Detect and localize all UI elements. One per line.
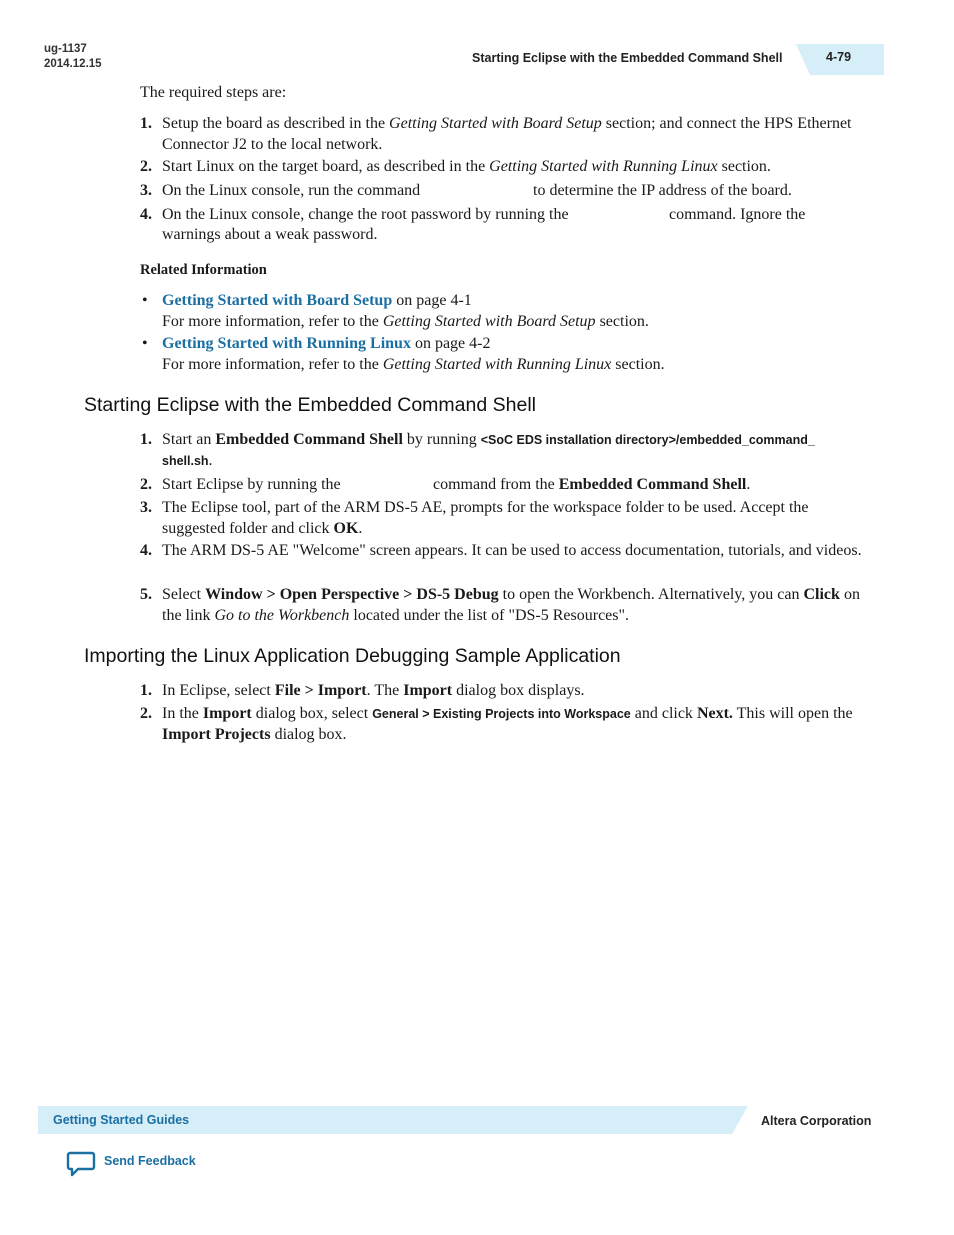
running-header-title: Starting Eclipse with the Embedded Command Shell: [472, 51, 783, 65]
intro-step-4-part2: command. Ignore the: [669, 206, 806, 223]
command-path: <SoC EDS installation directory>/embedded_command_ shell.sh: [162, 433, 815, 468]
intro-text: The required steps are:: [140, 84, 287, 101]
send-feedback-link[interactable]: Send Feedback: [104, 1154, 196, 1168]
step-number: 4.: [140, 542, 152, 559]
bullet-dot: •: [142, 292, 148, 309]
section-heading-starting-eclipse: Starting Eclipse with the Embedded Command Shell: [84, 394, 536, 416]
footer-guides-link[interactable]: Getting Started Guides: [53, 1113, 190, 1127]
intro-step-1: Setup the board as described in the Getting Started with Board Setup section; and connect the HPS Ethernet Connector J2 to the local network.: [162, 115, 852, 153]
related-information-heading: Related Information: [140, 262, 267, 278]
document-id: [44, 42, 102, 72]
link-board-setup[interactable]: Getting Started with Board Setup: [162, 292, 393, 309]
bullet-dot: •: [142, 335, 148, 352]
intro-step-4-continuation: warnings about a weak password.: [162, 226, 378, 243]
section2-step-1: In Eclipse, select File > Import. The Import dialog box displays.: [162, 682, 585, 699]
step-number: 2.: [140, 158, 152, 175]
step-number: 4.: [140, 206, 152, 223]
feedback-icon[interactable]: [66, 1150, 96, 1178]
related-item-1: Getting Started with Board Setup on page 4-1 For more information, refer to the Getting Started with Board Setup section.: [162, 292, 649, 330]
section1-step-3: The Eclipse tool, part of the ARM DS-5 AE, prompts for the workspace folder to be used. Accept the suggested folder and click OK.: [162, 499, 809, 537]
intro-step-4-part1: On the Linux console, change the root password by running the: [162, 206, 569, 223]
step-number: 1.: [140, 115, 152, 132]
step-number: 1.: [140, 682, 152, 699]
menu-path: General > Existing Projects into Workspace: [372, 707, 631, 721]
step-number: 2.: [140, 705, 152, 722]
step-number: 1.: [140, 431, 152, 448]
section1-step-1: Start an Embedded Command Shell by running <SoC EDS installation directory>/embedded_command_ shell.sh.: [162, 431, 815, 469]
section1-step-4: The ARM DS-5 AE "Welcome" screen appears. It can be used to access documentation, tutorials, and videos.: [162, 542, 862, 559]
section1-step-2-part2: command from the Embedded Command Shell.: [433, 476, 751, 493]
doc-id-text: ug-1137: [44, 43, 87, 55]
intro-step-3-part2: to determine the IP address of the board.: [533, 182, 792, 199]
intro-step-3-part1: On the Linux console, run the command: [162, 182, 421, 199]
section2-step-2: In the Import dialog box, select General > Existing Projects into Workspace and click Next. This will open the Import Projects dialog box.: [162, 705, 853, 743]
section1-step-2-part1: Start Eclipse by running the: [162, 476, 341, 493]
footer-company: Altera Corporation: [761, 1114, 872, 1128]
step-number: 3.: [140, 499, 152, 516]
step-number: 5.: [140, 586, 152, 603]
section1-step-5: Select Window > Open Perspective > DS-5 Debug to open the Workbench. Alternatively, you can Click on the link Go to the Workbench located under the list of "DS-5 Resources".: [162, 586, 860, 624]
intro-step-2: Start Linux on the target board, as described in the Getting Started with Running Linux section.: [162, 158, 771, 175]
step-number: 3.: [140, 182, 152, 199]
step-number: 2.: [140, 476, 152, 493]
related-item-2: Getting Started with Running Linux on page 4-2 For more information, refer to the Getting Started with Running Linux section.: [162, 335, 665, 373]
link-running-linux[interactable]: Getting Started with Running Linux: [162, 335, 411, 352]
section-heading-importing-sample: Importing the Linux Application Debugging Sample Application: [84, 645, 621, 667]
doc-date-text: 2014.12.15: [44, 58, 102, 70]
page-number: 4-79: [826, 50, 852, 64]
